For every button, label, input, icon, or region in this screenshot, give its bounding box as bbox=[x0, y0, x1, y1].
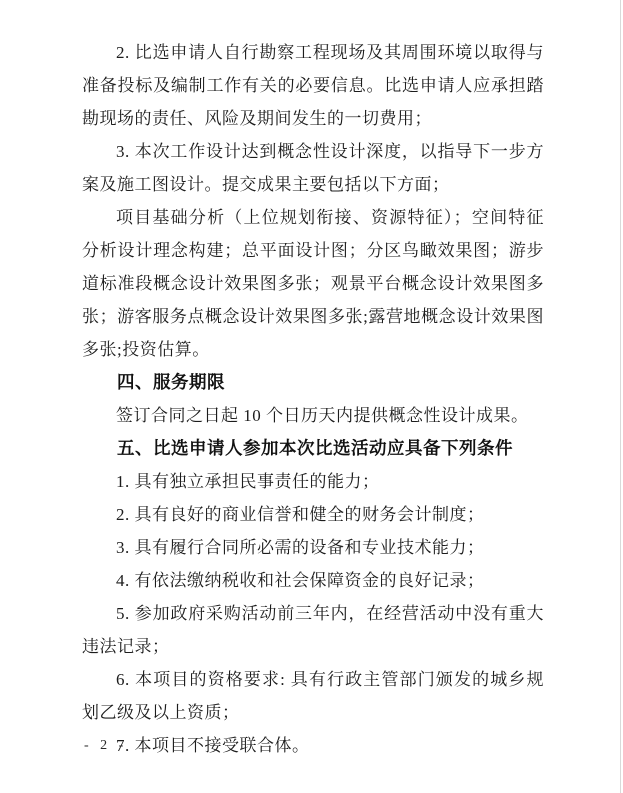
paragraph-condition-2: 2. 具有良好的商业信誉和健全的财务会计制度； bbox=[116, 505, 485, 524]
paragraph-deliverables: 项目基础分析（上位规划衔接、资源特征）；空间特征分析设计理念构建；总平面设计图；分区鸟瞰效果图；游步道标准段概念设计效果图多张；观景平台概念设计效果图多张；游客服务点概念设计效果图多张;露营地概念设计效果图多张;投资估算。 bbox=[82, 208, 544, 359]
document-content bbox=[82, 36, 544, 762]
page-number: - 2 - bbox=[84, 738, 128, 753]
paragraph-condition-6: 6. 本项目的资格要求: 具有行政主管部门颁发的城乡规划乙级及以上资质； bbox=[82, 670, 544, 722]
paragraph-design-depth: 3. 本次工作设计达到概念性设计深度，以指导下一步方案及施工图设计。提交成果主要包括以下方面； bbox=[82, 142, 544, 194]
paragraph-site-survey: 2. 比选申请人自行勘察工程现场及其周围环境以取得与准备投标及编制工作有关的必要信息。比选申请人应承担踏勘现场的责任、风险及期间发生的一切费用； bbox=[82, 43, 544, 128]
paragraph-condition-4: 4. 有依法缴纳税收和社会保障资金的良好记录； bbox=[116, 571, 485, 590]
scan-edge-line bbox=[620, 0, 621, 793]
paragraph-service-period: 签订合同之日起 10 个日历天内提供概念性设计成果。 bbox=[116, 406, 529, 425]
section-heading-qualification-conditions: 五、比选申请人参加本次比选活动应具备下列条件 bbox=[117, 438, 513, 458]
paragraph-condition-1: 1. 具有独立承担民事责任的能力； bbox=[116, 472, 380, 491]
paragraph-condition-3: 3. 具有履行合同所必需的设备和专业技术能力； bbox=[116, 538, 485, 557]
paragraph-condition-7: 7. 本项目不接受联合体。 bbox=[116, 736, 310, 755]
paragraph-condition-5: 5. 参加政府采购活动前三年内，在经营活动中没有重大违法记录； bbox=[82, 604, 544, 656]
section-heading-service-period: 四、服务期限 bbox=[117, 372, 225, 392]
